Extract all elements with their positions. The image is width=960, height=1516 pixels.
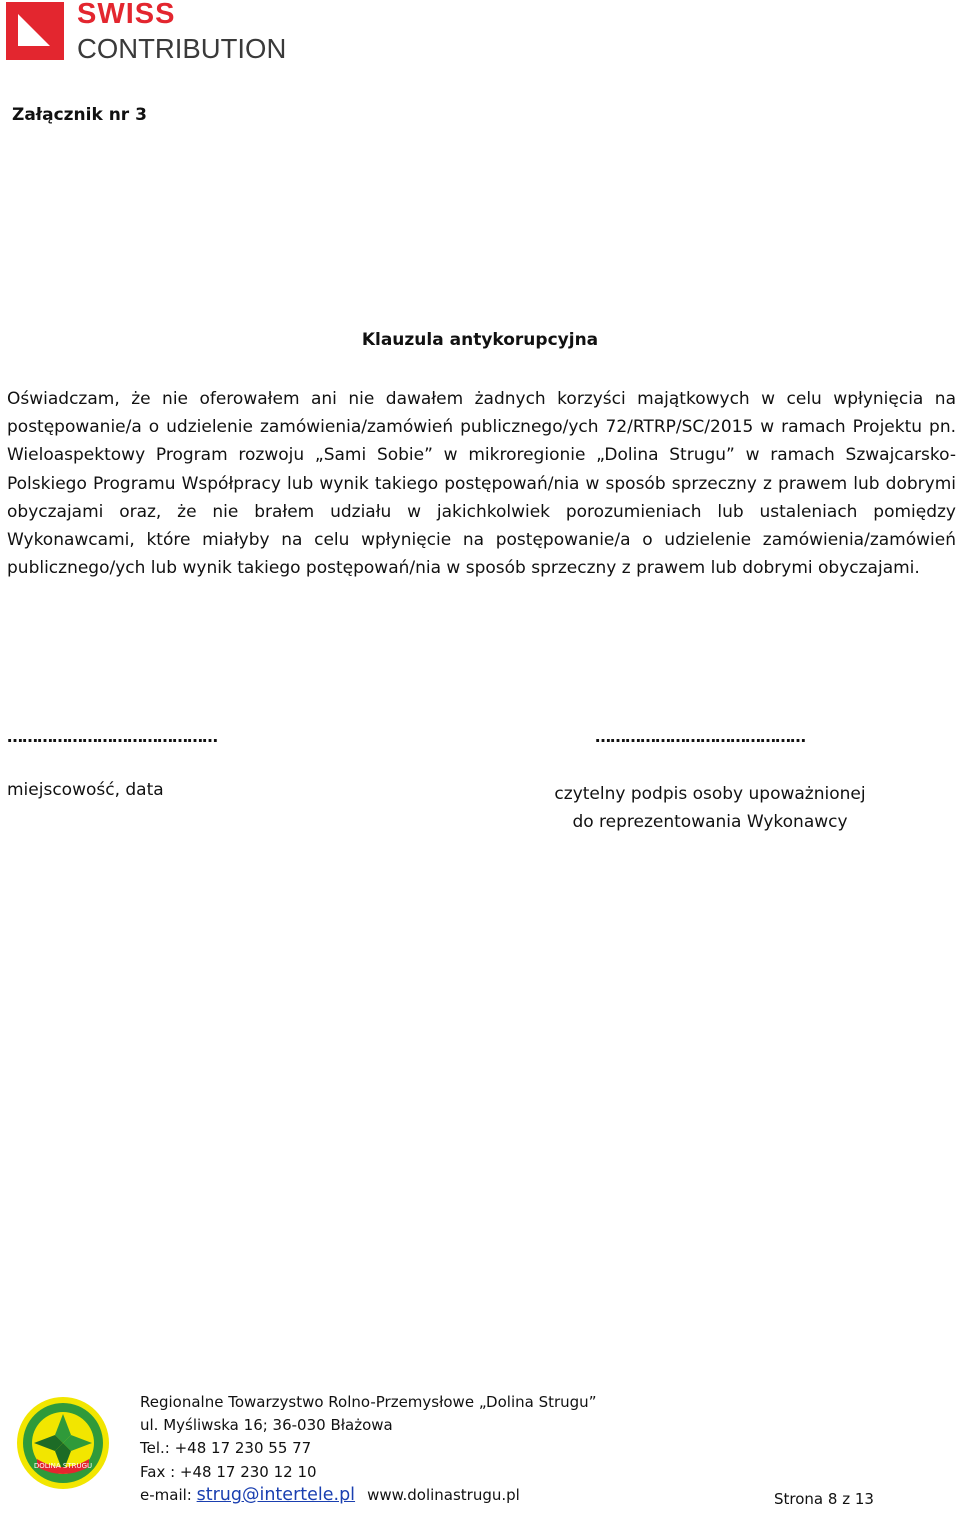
- swiss-flag-icon: [6, 2, 64, 60]
- footer-fax: Fax : +48 17 230 12 10: [140, 1462, 317, 1481]
- svg-text:DOLINA STRUGU: DOLINA STRUGU: [33, 1462, 93, 1470]
- footer-email-label: e-mail:: [140, 1485, 197, 1504]
- declaration-paragraph: Oświadczam, że nie oferowałem ani nie dawałem żadnych korzyści majątkowych w celu wpłynięcia na postępowanie/a o udzielenie zamówienia/zamówień publicznego/ych 72/RTRP/SC/2015 w ramach Projektu pn. Wieloaspektowy Program rozwoju „Sami Sobie” w mikroregionie „Dolina Strugu” w ramach Szwajcarsko-Polskiego Programu Współpracy lub wynik takiego postępowań/nia w sposób sprzeczny z prawem lub dobrymi obyczajami oraz, że nie brałem udziału w jakichkolwiek porozumieniach lub ustaleniach pomiędzy Wykonawcami, które miałyby na celu wpłynięcie na postępowanie/a o udzielenie zamówienia/zamówień publicznego/ych lub wynik takiego postępowań/nia w sposób sprzeczny z prawem lub dobrymi obyczajami.: [7, 389, 956, 579]
- annex-label: Załącznik nr 3: [12, 105, 147, 125]
- footer-email-row: [140, 1484, 596, 1507]
- signature-label-line2: do reprezentowania Wykonawcy: [572, 812, 848, 832]
- dolina-strugu-logo: [15, 1395, 111, 1491]
- signature-dotted-line: ……………………………………: [595, 727, 805, 746]
- footer-contact: [140, 1391, 596, 1507]
- signature-label-line1: czytelny podpis osoby upoważnionej: [554, 784, 866, 804]
- place-date-label: miejscowość, data: [7, 780, 164, 800]
- logo-text-swiss: SWISS: [77, 0, 176, 30]
- logo-text-contribution: CONTRIBUTION: [77, 33, 287, 64]
- footer-email-link[interactable]: strug@intertele.pl: [196, 1484, 356, 1505]
- swiss-contribution-logo: [6, 2, 306, 68]
- footer-address: ul. Myśliwska 16; 36-030 Błażowa: [140, 1416, 393, 1435]
- footer-org-name: Regionalne Towarzystwo Rolno-Przemysłowe „Dolina Strugu”: [140, 1393, 597, 1411]
- page-number: Strona 8 z 13: [774, 1490, 874, 1508]
- document-title: Klauzula antykorupcyjna: [361, 330, 599, 350]
- footer-phone: Tel.: +48 17 230 55 77: [140, 1439, 312, 1458]
- signature-label: [510, 780, 910, 836]
- place-date-dotted-line: ……………………………………: [7, 727, 217, 746]
- footer-website: www.dolinastrugu.pl: [367, 1485, 520, 1504]
